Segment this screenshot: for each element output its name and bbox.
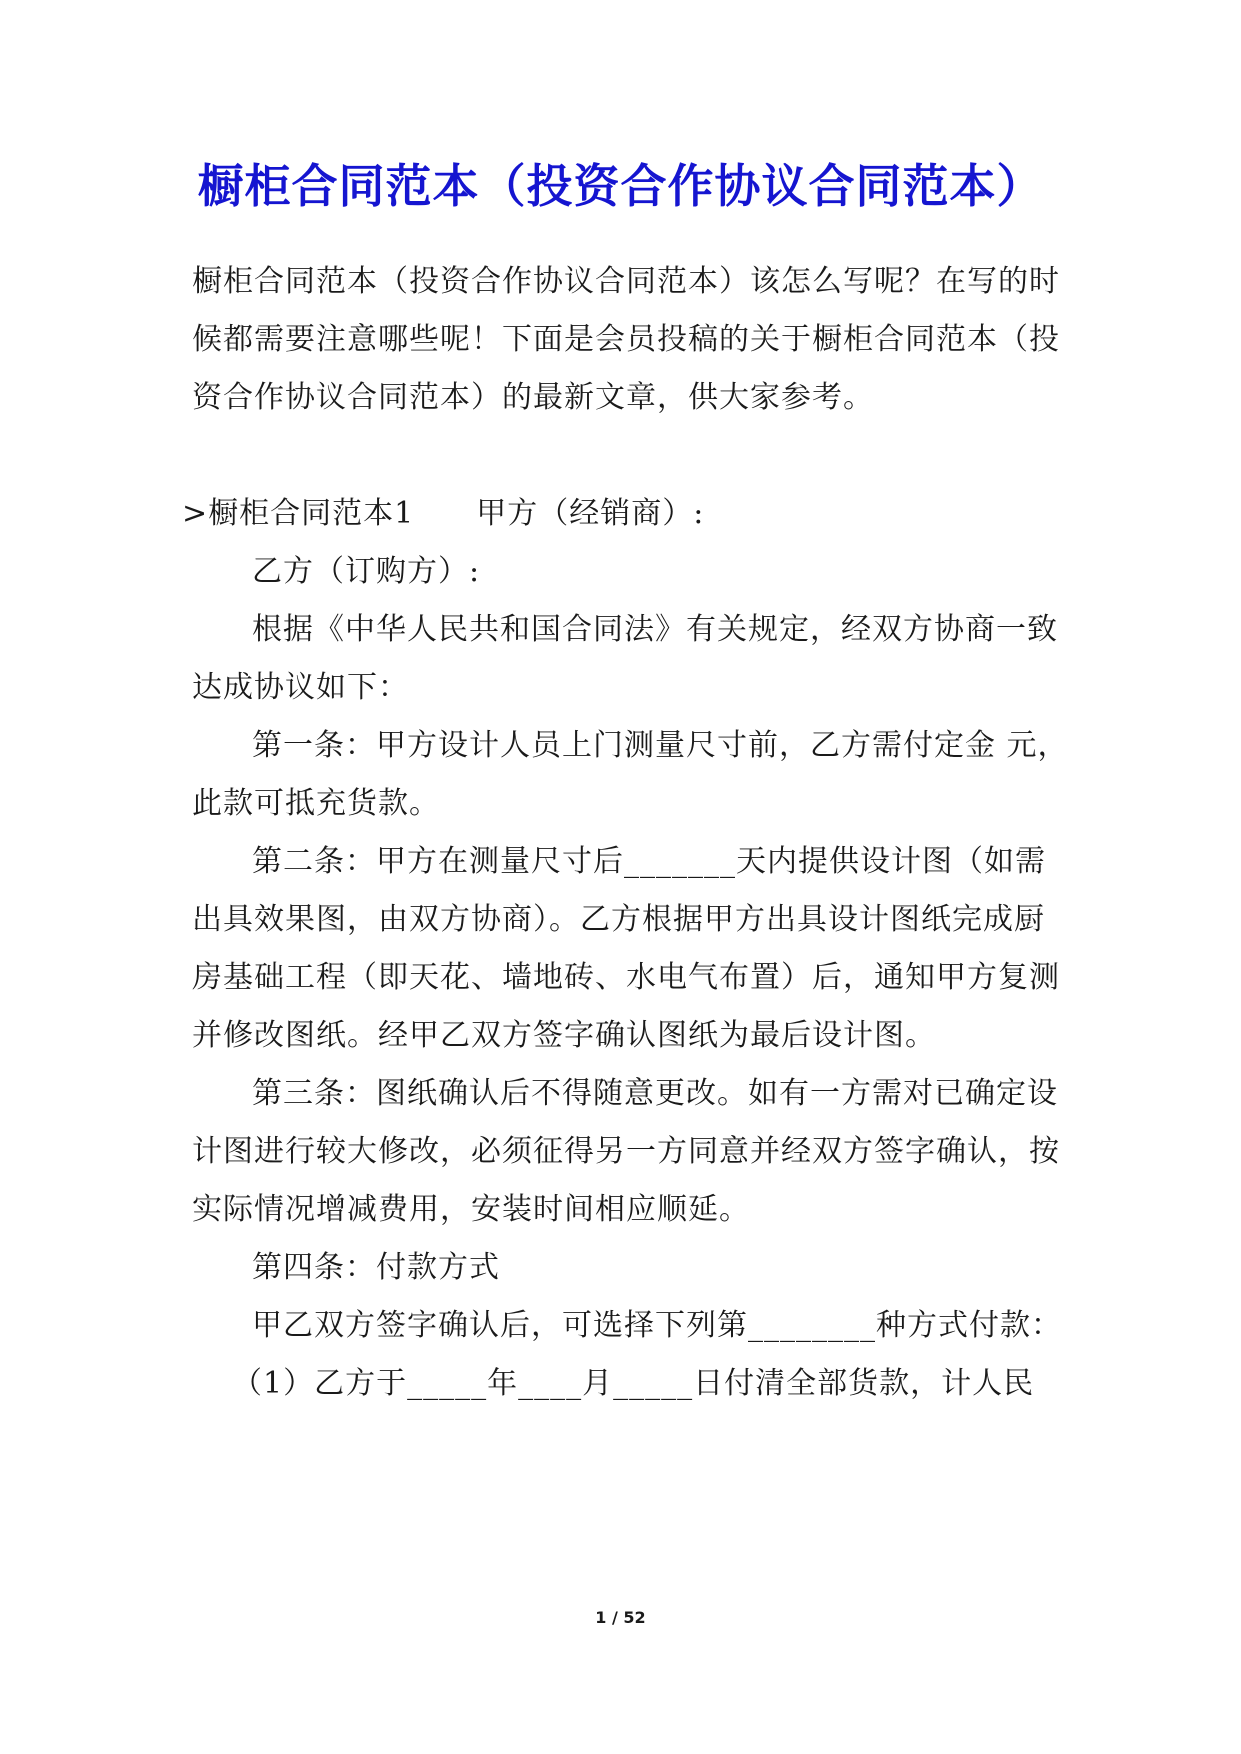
clause-line-2: 达成协议如下： bbox=[192, 670, 409, 705]
clause-line-3: 第一条：甲方设计人员上门测量尺寸前，乙方需付定金 元， bbox=[252, 728, 1069, 763]
clause-line-10: 计图进行较大修改，必须征得另一方同意并经双方签字确认，按 bbox=[192, 1134, 1060, 1169]
clause-line-6: 出具效果图，由双方协商）。乙方根据甲方出具设计图纸完成厨 bbox=[192, 902, 1045, 937]
clause-line-11: 实际情况增减费用，安装时间相应顺延。 bbox=[192, 1192, 750, 1227]
clause-line-9: 第三条：图纸确认后不得随意更改。如有一方需对已确定设 bbox=[252, 1076, 1058, 1111]
clause-line-7: 房基础工程（即天花、墙地砖、水电气布置）后，通知甲方复测 bbox=[192, 960, 1060, 995]
intro-line-3: 资合作协议合同范本）的最新文章，供大家参考。 bbox=[192, 380, 874, 415]
clause-line-13: 甲乙双方签字确认后，可选择下列第________种方式付款： bbox=[252, 1308, 1062, 1343]
clause-line-12: 第四条：付款方式 bbox=[252, 1250, 500, 1285]
party-b-label: 乙方（订购方）: bbox=[252, 554, 481, 589]
clause-line-8: 并修改图纸。经甲乙双方签字确认图纸为最后设计图。 bbox=[192, 1018, 936, 1053]
clause-line-5: 第二条：甲方在测量尺寸后_______天内提供设计图（如需 bbox=[252, 844, 1046, 879]
clause-line-1: 根据《中华人民共和国合同法》有关规定，经双方协商一致 bbox=[252, 612, 1058, 647]
page-number: 1 / 52 bbox=[595, 1608, 646, 1627]
intro-line-1: 橱柜合同范本（投资合作协议合同范本）该怎么写呢？在写的时 bbox=[192, 264, 1060, 299]
clause-line-14: （1）乙方于_____年____月_____日付清全部货款，计人民 bbox=[232, 1366, 1035, 1401]
clause-line-4: 此款可抵充货款。 bbox=[192, 786, 440, 821]
party-a-label: 甲方（经销商）: bbox=[476, 496, 705, 531]
intro-line-2: 候都需要注意哪些呢！下面是会员投稿的关于橱柜合同范本（投 bbox=[192, 322, 1060, 357]
section-heading-row bbox=[182, 494, 704, 534]
document-title: 橱柜合同范本（投资合作协议合同范本） bbox=[197, 159, 1044, 213]
section-heading: >橱柜合同范本1 bbox=[182, 496, 415, 531]
